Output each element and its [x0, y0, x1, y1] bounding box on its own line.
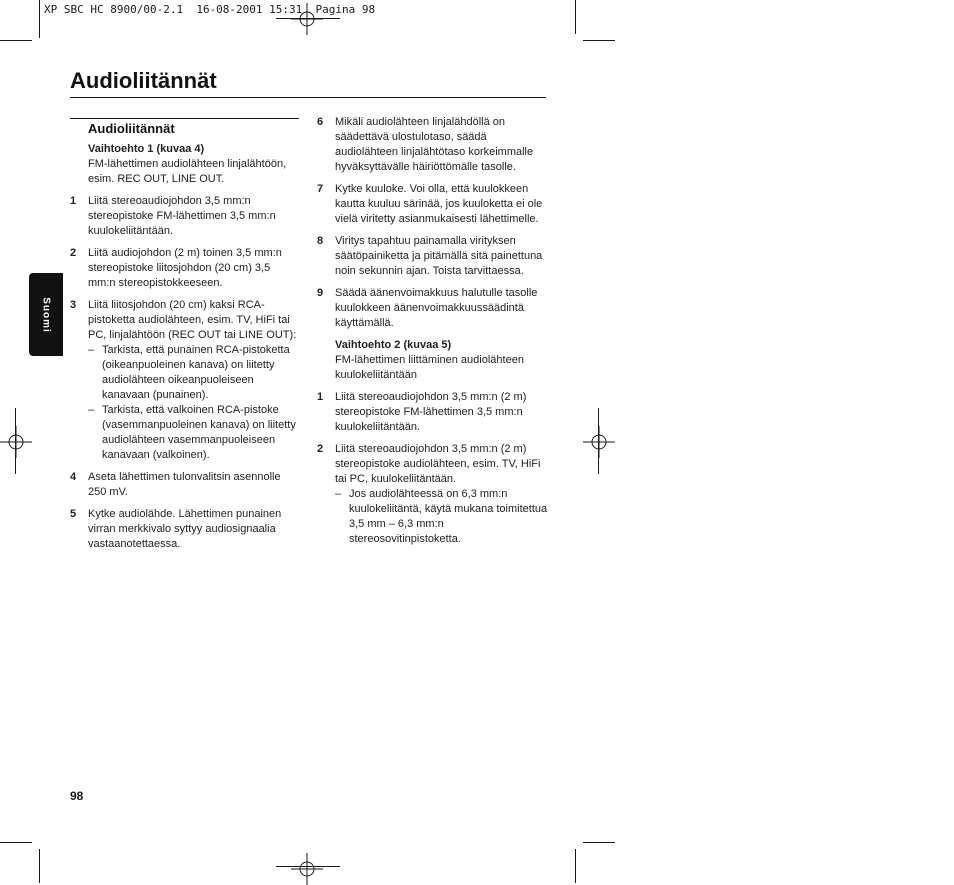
dash-item	[88, 403, 300, 463]
item-text: Kytke kuuloke. Voi olla, että kuulokkeen kautta kuuluu särinää, jos kuuloketta ei ole vielä viritetty asianmukaisesti lähettimelle.	[335, 183, 543, 225]
list-item	[317, 115, 549, 175]
item-body	[335, 442, 549, 547]
item-text: Liitä stereoaudiojohdon 3,5 mm:n (2 m) stereopistoke FM-lähettimen 3,5 mm:n kuulokeliitäntään.	[335, 391, 527, 433]
right-column	[317, 115, 549, 547]
registration-mark-right	[583, 426, 615, 458]
item-number: 3	[70, 299, 77, 311]
list-item	[317, 390, 549, 435]
item-number: 1	[70, 195, 77, 207]
item-number: 7	[317, 183, 324, 195]
item-number: 1	[317, 391, 324, 403]
list-item	[70, 246, 300, 291]
item-text: Liitä stereoaudiojohdon 3,5 mm:n (2 m) stereopistoke audiolähteen, esim. TV, HiFi tai PC, kuulokeliitäntään.	[335, 443, 541, 485]
registration-line-bottom	[276, 866, 340, 867]
item-number: 4	[70, 471, 77, 483]
item-text: Mikäli audiolähteen linjalähdöllä on säädettävä ulostulotaso, säädä audiolähteen linjalähtötaso korkeimmalle hyväksyttävälle häiriöttömälle tasolle.	[335, 116, 534, 173]
registration-mark-bottom	[291, 853, 323, 885]
registration-mark-top	[291, 3, 323, 35]
dash-item	[88, 343, 300, 403]
print-slug: XP SBC HC 8900/00-2.1 16-08-2001 15:31 Pagina 98	[44, 3, 376, 16]
option1-title: Vaihtoehto 1 (kuvaa 4)	[88, 143, 205, 155]
dash-item	[335, 487, 549, 547]
list-item	[317, 182, 549, 227]
item-text: Liitä stereoaudiojohdon 3,5 mm:n stereopistoke FM-lähettimen 3,5 mm:n kuulokeliitäntään.	[88, 195, 276, 237]
item-text: Viritys tapahtuu painamalla virityksen säätöpainiketta ja pitämällä sitä painettuna noin sekunnin ajan. Toista tarvittaessa.	[335, 235, 543, 277]
language-tab	[29, 273, 63, 356]
dash-text: Tarkista, että valkoinen RCA-pistoke (vasemmanpuoleinen kanava) on liitetty audiolähteen vasemmanpuoleiseen kanavaan (valkoinen).	[102, 404, 296, 461]
item-number: 9	[317, 287, 324, 299]
list-item	[70, 470, 300, 500]
dash-text: Tarkista, että punainen RCA-pistoketta (oikeanpuoleinen kanava) on liitetty audiolähteen oikeanpuoleiseen kanavaan (punainen).	[102, 344, 290, 401]
page-number: 98	[70, 789, 84, 803]
item-text: Kytke audiolähde. Lähettimen punainen virran merkkivalo syttyy audiosignaalia vastaanotettaessa.	[88, 508, 282, 550]
item-text: Säädä äänenvoimakkuus halutulle tasolle kuulokkeen äänenvoimakkuussäädintä käyttämällä.	[335, 287, 538, 329]
item-number: 8	[317, 235, 324, 247]
item-number: 6	[317, 116, 324, 128]
item-text: Liitä liitosjohdon (20 cm) kaksi RCA-pistoketta audiolähteen, esim. TV, HiFi tai PC, linjalähtöön (REC OUT tai LINE OUT):	[88, 299, 297, 341]
dash-symbol: –	[335, 488, 342, 500]
dash-text: Jos audiolähteessä on 6,3 mm:n kuulokeliitäntä, käytä mukana toimitettua 3,5 mm – 6,3 mm:n stereosovitinpistoketta.	[349, 488, 548, 545]
option1-text: FM-lähettimen audiolähteen linjalähtöön, esim. REC OUT, LINE OUT.	[88, 158, 287, 185]
list-item	[70, 507, 300, 552]
dash-symbol: –	[88, 344, 95, 356]
page-title: Audioliitännät	[70, 68, 217, 93]
item-number: 2	[70, 247, 77, 259]
language-tab-label: Suomi	[40, 296, 52, 333]
list-item	[317, 442, 549, 547]
list-item	[70, 298, 300, 463]
option2-text: FM-lähettimen liittäminen audiolähteen kuulokeliitäntään	[335, 354, 524, 381]
left-column	[70, 118, 300, 552]
dash-symbol: –	[88, 404, 95, 416]
registration-mark-left	[0, 426, 32, 458]
list-item	[317, 234, 549, 279]
registration-line-right	[598, 408, 599, 474]
list-item	[70, 194, 300, 239]
item-text: Liitä audiojohdon (2 m) toinen 3,5 mm:n stereopistoke liitosjohdon (20 cm) 3,5 mm:n stereopistokkeeseen.	[88, 247, 282, 289]
registration-line-left	[15, 408, 16, 474]
section-rule	[70, 118, 299, 119]
item-body	[88, 298, 300, 463]
item-number: 2	[317, 443, 324, 455]
list-item	[317, 286, 549, 331]
item-text: Aseta lähettimen tulonvalitsin asennolle 250 mV.	[88, 471, 281, 498]
option2-title: Vaihtoehto 2 (kuvaa 5)	[335, 339, 452, 351]
title-rule	[70, 97, 546, 98]
registration-line-top	[276, 18, 340, 19]
item-number: 5	[70, 508, 77, 520]
section-title: Audioliitännät	[88, 121, 175, 136]
